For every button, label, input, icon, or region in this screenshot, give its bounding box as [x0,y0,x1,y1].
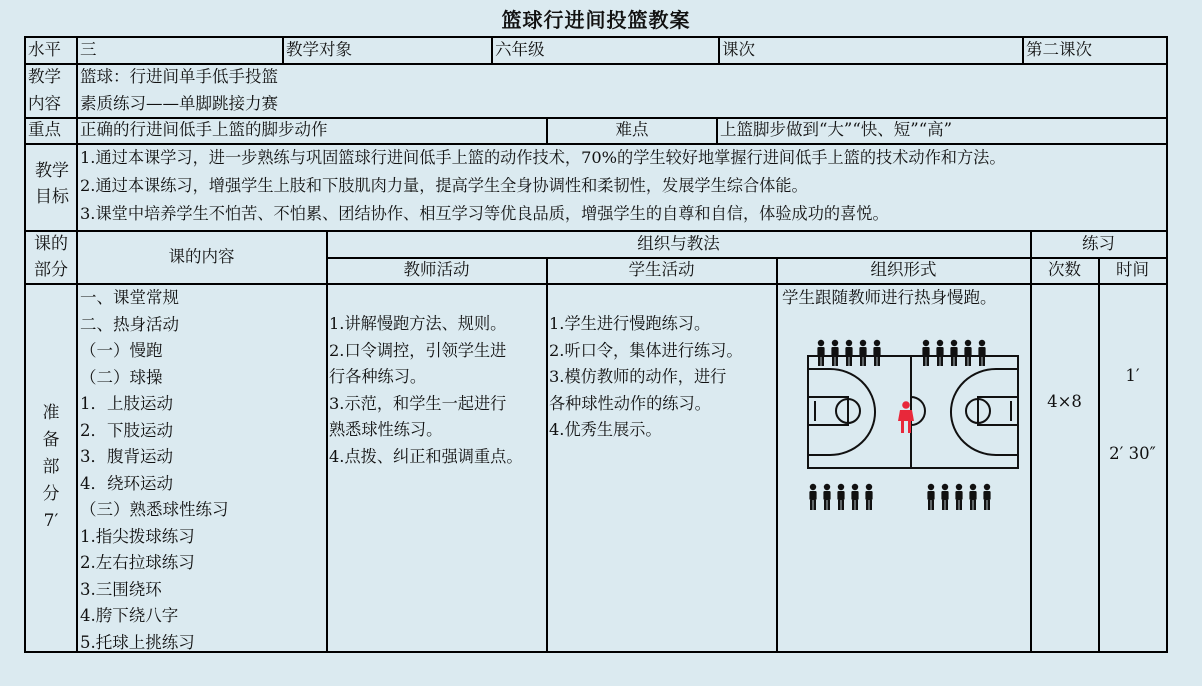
list-item: 2．下肢运动 [80,420,173,440]
form-caption: 学生跟随教师进行热身慢跑。 [782,288,997,307]
list-item: 一、课堂常规 [80,288,179,307]
form-header: 组织形式 [870,260,937,279]
student-line: 4.优秀生展示。 [549,420,662,439]
teacher-line: 行各种练习。 [329,367,427,386]
difficulty-label: 难点 [615,120,649,139]
part-header: 课的 部分 [34,234,68,280]
count-header: 次数 [1048,260,1081,279]
list-item: （一）慢跑 [80,341,163,360]
list-item: （三）熟悉球性练习 [80,500,229,519]
teacher-line: 3.示范，和学生一起进行 [329,393,507,413]
level-label: 水平 [28,40,61,59]
time-header: 时间 [1116,260,1149,279]
list-item: 3．腹背运动 [80,447,173,466]
list-item: 4．绕环运动 [80,473,173,493]
key-label: 重点 [28,120,61,139]
goals-lines [80,144,1006,228]
court-diagram [800,335,1025,520]
difficulty-value: 上篮脚步做到“大”“快、短”“高” [720,120,953,139]
teacher-line: 2.口令调控，引领学生进 [329,340,507,360]
student-figures-top-right [922,340,985,366]
teacher-line: 熟悉球性练习。 [329,420,443,439]
lesson-label: 课次 [722,40,755,59]
teacher-line: 4.点拨、纠正和强调重点。 [329,446,523,466]
org-header: 组织与教法 [637,234,720,253]
key-value: 正确的行进间低手上篮的脚步动作 [80,120,328,139]
teacher-header: 教师活动 [403,260,470,279]
list-item: 二、热身活动 [80,314,179,334]
student-activity [549,311,743,444]
student-line: 2.听口令，集体进行练习。 [549,340,743,360]
practice-count: 4×8 [1047,392,1082,411]
goal-line: 3.课堂中培养学生不怕苦、不怕累、团结协作、相互学习等优良品质，增强学生的自尊和自信，体验成功的喜悦。 [80,204,889,223]
teacher-activity [329,311,523,470]
list-item: 1.指尖拨球练习 [80,526,195,546]
section-content [80,285,229,656]
page-title: 篮球行进间投篮教案 [501,8,691,32]
goal-line: 1.通过本课学习，进一步熟练与巩固篮球行进间低手上篮的动作技术，70%的学生较好地掌握行进间低手上篮的技术动作和方法。 [80,148,1006,167]
goals-label: 教学 目标 [35,161,69,207]
practice-header: 练习 [1082,234,1115,253]
list-item: 4.胯下绕八字 [80,606,179,625]
content-header: 课的内容 [168,247,235,266]
content-line: 素质练习——单脚跳接力赛 [80,93,278,113]
student-figures-bottom-right [927,484,990,510]
student-header: 学生活动 [628,260,695,279]
student-figures-top-left [817,340,880,366]
list-item: （二）球操 [80,367,163,387]
student-line: 各种球性动作的练习。 [549,393,711,413]
list-item: 2.左右拉球练习 [80,553,195,572]
content-lines [80,64,278,117]
practice-time-1: 1′ [1125,366,1140,385]
basketball-court [808,356,1018,468]
part-name: 准 备 部 分 7′ [42,403,60,531]
content-label: 教学 内容 [28,67,61,113]
target-label: 教学对象 [286,40,352,59]
lesson-value: 第二课次 [1026,40,1092,59]
list-item: 1．上肢运动 [80,394,173,413]
list-item: 5.托球上挑练习 [80,632,195,652]
goal-line: 2.通过本课练习，增强学生上肢和下肢肌肉力量，提高学生全身协调性和柔韧性，发展学生综合体能。 [80,176,808,195]
content-line: 篮球：行进间单手低手投篮 [80,67,278,86]
student-line: 3.模仿教师的动作，进行 [549,367,727,386]
target-value: 六年级 [495,40,545,59]
student-figures-bottom-left [809,484,872,510]
practice-time-2: 2′ 30″ [1109,444,1156,463]
student-line: 1.学生进行慢跑练习。 [549,314,711,333]
teacher-line: 1.讲解慢跑方法、规则。 [329,314,507,333]
level-value: 三 [80,40,97,59]
list-item: 3.三围绕环 [80,579,162,599]
